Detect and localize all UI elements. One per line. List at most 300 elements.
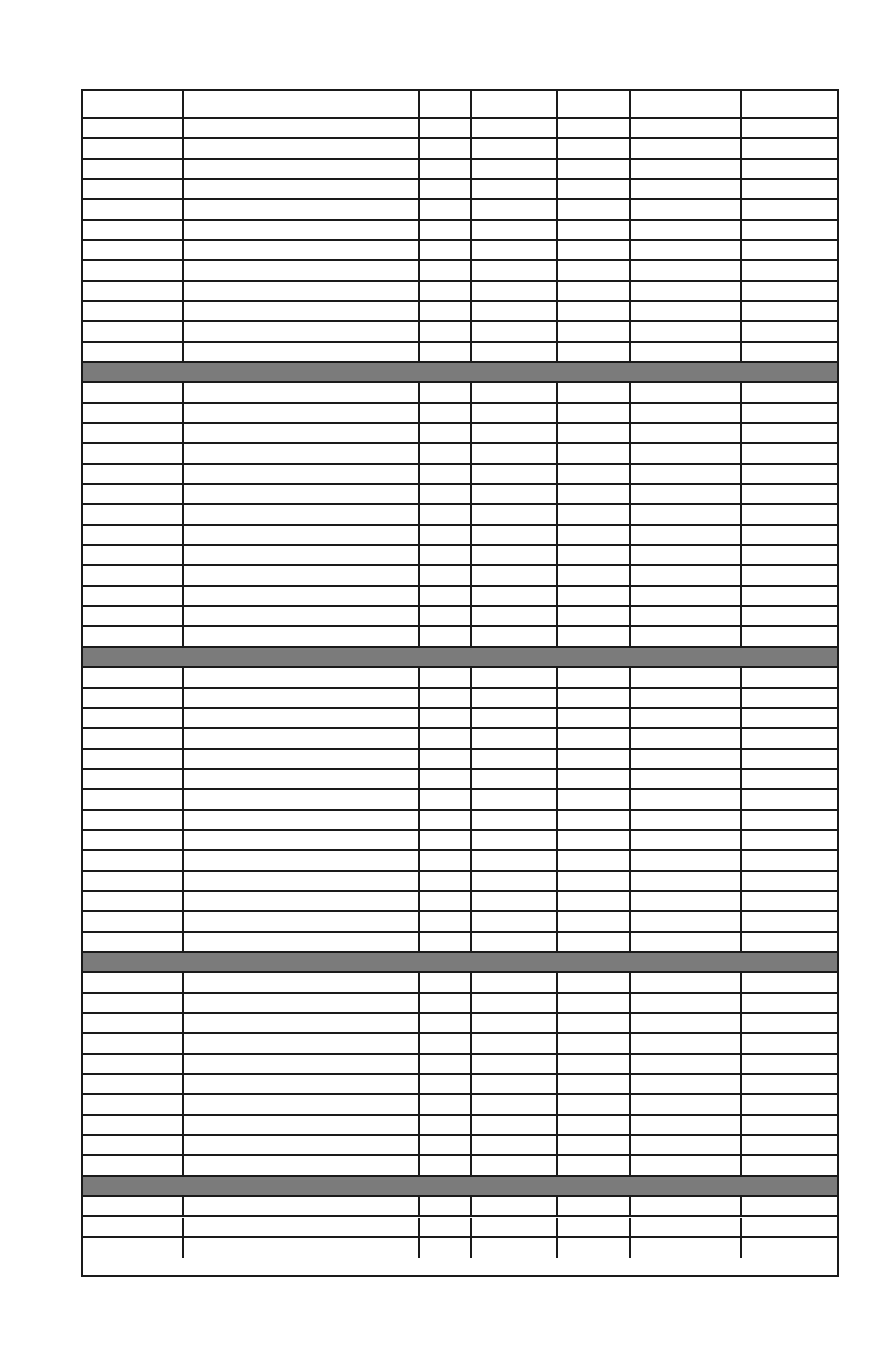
table-cell-7[interactable] xyxy=(742,261,837,279)
table-cell-2[interactable] xyxy=(184,424,420,442)
table-cell-5[interactable] xyxy=(558,1197,631,1215)
table-cell-1[interactable] xyxy=(83,1156,184,1174)
table-cell-3[interactable] xyxy=(420,200,472,218)
table-cell-5[interactable] xyxy=(558,261,631,279)
table-cell-3[interactable] xyxy=(420,851,472,869)
table-cell-7[interactable] xyxy=(742,831,837,849)
table-cell-1[interactable] xyxy=(83,750,184,768)
table-cell-6[interactable] xyxy=(631,465,742,483)
table-cell-1[interactable] xyxy=(83,1136,184,1154)
table-cell-7[interactable] xyxy=(742,485,837,503)
table-cell-6[interactable] xyxy=(631,851,742,869)
table-cell-7[interactable] xyxy=(742,933,837,951)
table-cell-5[interactable] xyxy=(558,811,631,829)
table-cell-3[interactable] xyxy=(420,1238,472,1258)
table-cell-6[interactable] xyxy=(631,566,742,584)
table-cell-4[interactable] xyxy=(472,180,558,198)
table-cell-3[interactable] xyxy=(420,505,472,523)
table-cell-3[interactable] xyxy=(420,1014,472,1032)
table-cell-5[interactable] xyxy=(558,343,631,361)
table-cell-3[interactable] xyxy=(420,1156,472,1174)
table-cell-5[interactable] xyxy=(558,1218,631,1236)
table-cell-5[interactable] xyxy=(558,587,631,605)
table-cell-3[interactable] xyxy=(420,709,472,727)
table-cell-1[interactable] xyxy=(83,546,184,564)
table-cell-2[interactable] xyxy=(184,627,420,645)
table-cell-5[interactable] xyxy=(558,851,631,869)
table-cell-1[interactable] xyxy=(83,526,184,544)
table-cell-1[interactable] xyxy=(83,180,184,198)
table-cell-4[interactable] xyxy=(472,994,558,1012)
table-cell-6[interactable] xyxy=(631,221,742,239)
table-cell-6[interactable] xyxy=(631,180,742,198)
table-cell-5[interactable] xyxy=(558,302,631,320)
table-cell-5[interactable] xyxy=(558,668,631,686)
table-cell-7[interactable] xyxy=(742,770,837,788)
table-cell-3[interactable] xyxy=(420,261,472,279)
table-cell-1[interactable] xyxy=(83,241,184,259)
table-cell-6[interactable] xyxy=(631,689,742,707)
table-cell-4[interactable] xyxy=(472,587,558,605)
table-cell-5[interactable] xyxy=(558,566,631,584)
table-cell-2[interactable] xyxy=(184,851,420,869)
table-cell-5[interactable] xyxy=(558,160,631,178)
table-cell-1[interactable] xyxy=(83,1238,184,1258)
table-cell-7[interactable] xyxy=(742,343,837,361)
table-cell-4[interactable] xyxy=(472,811,558,829)
table-cell-3[interactable] xyxy=(420,526,472,544)
table-cell-4[interactable] xyxy=(472,973,558,991)
table-cell-1[interactable] xyxy=(83,424,184,442)
table-cell-3[interactable] xyxy=(420,302,472,320)
table-cell-1[interactable] xyxy=(83,139,184,157)
table-cell-4[interactable] xyxy=(472,912,558,930)
table-cell-7[interactable] xyxy=(742,851,837,869)
table-cell-5[interactable] xyxy=(558,241,631,259)
table-cell-5[interactable] xyxy=(558,404,631,422)
table-cell-6[interactable] xyxy=(631,750,742,768)
table-cell-1[interactable] xyxy=(83,444,184,462)
table-cell-6[interactable] xyxy=(631,1116,742,1134)
table-cell-2[interactable] xyxy=(184,241,420,259)
table-cell-2[interactable] xyxy=(184,729,420,747)
table-cell-5[interactable] xyxy=(558,607,631,625)
table-cell-4[interactable] xyxy=(472,566,558,584)
table-cell-1[interactable] xyxy=(83,1116,184,1134)
table-cell-3[interactable] xyxy=(420,912,472,930)
table-cell-5[interactable] xyxy=(558,912,631,930)
table-cell-5[interactable] xyxy=(558,973,631,991)
table-cell-6[interactable] xyxy=(631,485,742,503)
table-cell-7[interactable] xyxy=(742,424,837,442)
table-cell-3[interactable] xyxy=(420,729,472,747)
table-cell-3[interactable] xyxy=(420,811,472,829)
table-cell-5[interactable] xyxy=(558,1238,631,1258)
table-cell-2[interactable] xyxy=(184,485,420,503)
table-cell-2[interactable] xyxy=(184,811,420,829)
table-cell-4[interactable] xyxy=(472,261,558,279)
table-cell-7[interactable] xyxy=(742,627,837,645)
table-cell-1[interactable] xyxy=(83,383,184,401)
table-cell-1[interactable] xyxy=(83,668,184,686)
table-cell-1[interactable] xyxy=(83,404,184,422)
table-cell-1[interactable] xyxy=(83,994,184,1012)
table-cell-4[interactable] xyxy=(472,505,558,523)
table-cell-6[interactable] xyxy=(631,1238,742,1258)
table-cell-2[interactable] xyxy=(184,831,420,849)
table-cell-4[interactable] xyxy=(472,1116,558,1134)
table-cell-4[interactable] xyxy=(472,282,558,300)
table-cell-6[interactable] xyxy=(631,1218,742,1236)
table-cell-4[interactable] xyxy=(472,1055,558,1073)
table-cell-7[interactable] xyxy=(742,180,837,198)
table-cell-4[interactable] xyxy=(472,750,558,768)
table-cell-6[interactable] xyxy=(631,790,742,808)
table-cell-2[interactable] xyxy=(184,302,420,320)
table-cell-7[interactable] xyxy=(742,790,837,808)
table-cell-2[interactable] xyxy=(184,912,420,930)
table-cell-2[interactable] xyxy=(184,119,420,137)
table-cell-5[interactable] xyxy=(558,729,631,747)
table-cell-4[interactable] xyxy=(472,383,558,401)
table-cell-3[interactable] xyxy=(420,892,472,910)
table-cell-7[interactable] xyxy=(742,139,837,157)
table-cell-5[interactable] xyxy=(558,1095,631,1113)
table-cell-1[interactable] xyxy=(83,689,184,707)
table-cell-3[interactable] xyxy=(420,566,472,584)
table-cell-1[interactable] xyxy=(83,1218,184,1236)
table-cell-4[interactable] xyxy=(472,933,558,951)
table-cell-5[interactable] xyxy=(558,892,631,910)
table-cell-2[interactable] xyxy=(184,1218,420,1236)
table-cell-7[interactable] xyxy=(742,1136,837,1154)
table-cell-3[interactable] xyxy=(420,1218,472,1236)
table-cell-3[interactable] xyxy=(420,607,472,625)
table-cell-3[interactable] xyxy=(420,546,472,564)
table-cell-7[interactable] xyxy=(742,444,837,462)
table-cell-5[interactable] xyxy=(558,1055,631,1073)
table-cell-1[interactable] xyxy=(83,770,184,788)
table-cell-2[interactable] xyxy=(184,180,420,198)
table-cell-6[interactable] xyxy=(631,1055,742,1073)
table-cell-1[interactable] xyxy=(83,790,184,808)
table-cell-3[interactable] xyxy=(420,119,472,137)
table-cell-6[interactable] xyxy=(631,444,742,462)
table-cell-7[interactable] xyxy=(742,1014,837,1032)
table-cell-3[interactable] xyxy=(420,668,472,686)
table-cell-2[interactable] xyxy=(184,1197,420,1215)
table-cell-5[interactable] xyxy=(558,1156,631,1174)
table-cell-1[interactable] xyxy=(83,261,184,279)
table-cell-1[interactable] xyxy=(83,627,184,645)
table-cell-1[interactable] xyxy=(83,892,184,910)
table-cell-6[interactable] xyxy=(631,607,742,625)
table-cell-1[interactable] xyxy=(83,200,184,218)
table-cell-1[interactable] xyxy=(83,851,184,869)
table-cell-7[interactable] xyxy=(742,750,837,768)
table-cell-6[interactable] xyxy=(631,892,742,910)
table-cell-1[interactable] xyxy=(83,709,184,727)
table-cell-7[interactable] xyxy=(742,302,837,320)
table-cell-7[interactable] xyxy=(742,1197,837,1215)
table-cell-1[interactable] xyxy=(83,607,184,625)
table-cell-7[interactable] xyxy=(742,322,837,340)
table-cell-2[interactable] xyxy=(184,526,420,544)
table-cell-7[interactable] xyxy=(742,994,837,1012)
table-cell-7[interactable] xyxy=(742,1218,837,1236)
table-cell-5[interactable] xyxy=(558,933,631,951)
table-cell-2[interactable] xyxy=(184,200,420,218)
header-cell-6[interactable] xyxy=(631,91,742,117)
table-cell-3[interactable] xyxy=(420,627,472,645)
table-cell-2[interactable] xyxy=(184,1014,420,1032)
table-cell-4[interactable] xyxy=(472,546,558,564)
table-cell-1[interactable] xyxy=(83,1055,184,1073)
table-cell-7[interactable] xyxy=(742,709,837,727)
table-cell-4[interactable] xyxy=(472,444,558,462)
table-cell-4[interactable] xyxy=(472,343,558,361)
table-cell-7[interactable] xyxy=(742,221,837,239)
table-cell-6[interactable] xyxy=(631,1095,742,1113)
table-cell-1[interactable] xyxy=(83,566,184,584)
table-cell-2[interactable] xyxy=(184,1055,420,1073)
table-cell-1[interactable] xyxy=(83,465,184,483)
table-cell-6[interactable] xyxy=(631,160,742,178)
table-cell-2[interactable] xyxy=(184,566,420,584)
table-cell-7[interactable] xyxy=(742,811,837,829)
table-cell-3[interactable] xyxy=(420,587,472,605)
table-cell-7[interactable] xyxy=(742,1238,837,1258)
table-cell-4[interactable] xyxy=(472,729,558,747)
table-cell-5[interactable] xyxy=(558,485,631,503)
table-cell-5[interactable] xyxy=(558,770,631,788)
table-cell-2[interactable] xyxy=(184,383,420,401)
table-cell-3[interactable] xyxy=(420,1055,472,1073)
table-cell-5[interactable] xyxy=(558,119,631,137)
table-cell-1[interactable] xyxy=(83,485,184,503)
table-cell-4[interactable] xyxy=(472,424,558,442)
table-cell-6[interactable] xyxy=(631,872,742,890)
table-cell-3[interactable] xyxy=(420,1136,472,1154)
table-cell-4[interactable] xyxy=(472,119,558,137)
table-cell-3[interactable] xyxy=(420,1034,472,1052)
table-cell-5[interactable] xyxy=(558,872,631,890)
table-cell-4[interactable] xyxy=(472,668,558,686)
table-cell-6[interactable] xyxy=(631,1034,742,1052)
table-cell-7[interactable] xyxy=(742,383,837,401)
table-cell-6[interactable] xyxy=(631,729,742,747)
table-cell-6[interactable] xyxy=(631,302,742,320)
table-cell-6[interactable] xyxy=(631,322,742,340)
table-cell-5[interactable] xyxy=(558,221,631,239)
table-cell-2[interactable] xyxy=(184,404,420,422)
table-cell-1[interactable] xyxy=(83,302,184,320)
table-cell-2[interactable] xyxy=(184,1095,420,1113)
table-cell-5[interactable] xyxy=(558,994,631,1012)
table-cell-2[interactable] xyxy=(184,1075,420,1093)
table-cell-2[interactable] xyxy=(184,973,420,991)
table-cell-7[interactable] xyxy=(742,546,837,564)
table-cell-7[interactable] xyxy=(742,404,837,422)
table-cell-5[interactable] xyxy=(558,1116,631,1134)
table-cell-3[interactable] xyxy=(420,994,472,1012)
header-cell-2[interactable] xyxy=(184,91,420,117)
table-cell-4[interactable] xyxy=(472,1095,558,1113)
table-cell-6[interactable] xyxy=(631,200,742,218)
table-cell-6[interactable] xyxy=(631,973,742,991)
table-cell-2[interactable] xyxy=(184,587,420,605)
table-cell-2[interactable] xyxy=(184,770,420,788)
table-cell-3[interactable] xyxy=(420,872,472,890)
table-cell-4[interactable] xyxy=(472,607,558,625)
table-cell-4[interactable] xyxy=(472,241,558,259)
table-cell-3[interactable] xyxy=(420,221,472,239)
table-cell-1[interactable] xyxy=(83,587,184,605)
table-cell-1[interactable] xyxy=(83,505,184,523)
table-cell-1[interactable] xyxy=(83,811,184,829)
table-cell-7[interactable] xyxy=(742,973,837,991)
table-cell-7[interactable] xyxy=(742,587,837,605)
table-cell-1[interactable] xyxy=(83,933,184,951)
table-cell-5[interactable] xyxy=(558,1034,631,1052)
table-cell-7[interactable] xyxy=(742,1055,837,1073)
table-cell-1[interactable] xyxy=(83,119,184,137)
table-cell-3[interactable] xyxy=(420,485,472,503)
table-cell-5[interactable] xyxy=(558,627,631,645)
table-cell-6[interactable] xyxy=(631,912,742,930)
table-cell-4[interactable] xyxy=(472,465,558,483)
table-cell-3[interactable] xyxy=(420,343,472,361)
table-cell-3[interactable] xyxy=(420,973,472,991)
table-cell-6[interactable] xyxy=(631,139,742,157)
table-cell-2[interactable] xyxy=(184,872,420,890)
table-cell-7[interactable] xyxy=(742,607,837,625)
table-cell-1[interactable] xyxy=(83,221,184,239)
table-cell-2[interactable] xyxy=(184,322,420,340)
table-cell-2[interactable] xyxy=(184,668,420,686)
table-cell-7[interactable] xyxy=(742,1095,837,1113)
table-cell-2[interactable] xyxy=(184,1116,420,1134)
table-cell-4[interactable] xyxy=(472,892,558,910)
table-cell-5[interactable] xyxy=(558,709,631,727)
table-cell-3[interactable] xyxy=(420,404,472,422)
table-cell-5[interactable] xyxy=(558,200,631,218)
table-cell-4[interactable] xyxy=(472,790,558,808)
table-cell-3[interactable] xyxy=(420,282,472,300)
table-cell-5[interactable] xyxy=(558,689,631,707)
table-cell-7[interactable] xyxy=(742,892,837,910)
table-cell-4[interactable] xyxy=(472,1075,558,1093)
table-cell-3[interactable] xyxy=(420,1095,472,1113)
table-cell-6[interactable] xyxy=(631,587,742,605)
table-cell-4[interactable] xyxy=(472,322,558,340)
table-cell-1[interactable] xyxy=(83,912,184,930)
table-cell-6[interactable] xyxy=(631,261,742,279)
table-cell-2[interactable] xyxy=(184,546,420,564)
table-cell-6[interactable] xyxy=(631,709,742,727)
table-cell-6[interactable] xyxy=(631,994,742,1012)
table-cell-5[interactable] xyxy=(558,139,631,157)
table-cell-6[interactable] xyxy=(631,831,742,849)
table-cell-4[interactable] xyxy=(472,627,558,645)
table-cell-1[interactable] xyxy=(83,1034,184,1052)
table-cell-4[interactable] xyxy=(472,526,558,544)
table-cell-3[interactable] xyxy=(420,831,472,849)
table-cell-2[interactable] xyxy=(184,750,420,768)
table-cell-2[interactable] xyxy=(184,221,420,239)
table-cell-3[interactable] xyxy=(420,383,472,401)
table-cell-1[interactable] xyxy=(83,1075,184,1093)
table-cell-4[interactable] xyxy=(472,404,558,422)
table-cell-3[interactable] xyxy=(420,1197,472,1215)
table-cell-2[interactable] xyxy=(184,709,420,727)
table-cell-3[interactable] xyxy=(420,689,472,707)
table-cell-4[interactable] xyxy=(472,1197,558,1215)
table-cell-5[interactable] xyxy=(558,465,631,483)
table-cell-4[interactable] xyxy=(472,851,558,869)
table-cell-1[interactable] xyxy=(83,831,184,849)
table-cell-1[interactable] xyxy=(83,343,184,361)
table-cell-2[interactable] xyxy=(184,1156,420,1174)
table-cell-1[interactable] xyxy=(83,282,184,300)
table-cell-6[interactable] xyxy=(631,1197,742,1215)
table-cell-6[interactable] xyxy=(631,505,742,523)
table-cell-6[interactable] xyxy=(631,627,742,645)
table-cell-1[interactable] xyxy=(83,160,184,178)
table-cell-1[interactable] xyxy=(83,1014,184,1032)
table-cell-2[interactable] xyxy=(184,933,420,951)
table-cell-7[interactable] xyxy=(742,526,837,544)
table-cell-1[interactable] xyxy=(83,729,184,747)
table-cell-2[interactable] xyxy=(184,689,420,707)
table-cell-2[interactable] xyxy=(184,1136,420,1154)
table-cell-7[interactable] xyxy=(742,160,837,178)
table-cell-4[interactable] xyxy=(472,160,558,178)
table-cell-2[interactable] xyxy=(184,282,420,300)
table-cell-6[interactable] xyxy=(631,404,742,422)
table-cell-1[interactable] xyxy=(83,973,184,991)
table-cell-6[interactable] xyxy=(631,1136,742,1154)
table-cell-5[interactable] xyxy=(558,282,631,300)
table-cell-4[interactable] xyxy=(472,1136,558,1154)
table-cell-3[interactable] xyxy=(420,160,472,178)
table-cell-6[interactable] xyxy=(631,424,742,442)
table-cell-4[interactable] xyxy=(472,709,558,727)
table-cell-3[interactable] xyxy=(420,770,472,788)
header-cell-3[interactable] xyxy=(420,91,472,117)
table-cell-4[interactable] xyxy=(472,1218,558,1236)
table-cell-2[interactable] xyxy=(184,505,420,523)
table-cell-4[interactable] xyxy=(472,872,558,890)
table-cell-2[interactable] xyxy=(184,343,420,361)
table-cell-2[interactable] xyxy=(184,139,420,157)
table-cell-5[interactable] xyxy=(558,526,631,544)
table-cell-2[interactable] xyxy=(184,465,420,483)
table-cell-4[interactable] xyxy=(472,200,558,218)
table-cell-6[interactable] xyxy=(631,770,742,788)
table-cell-6[interactable] xyxy=(631,241,742,259)
table-cell-3[interactable] xyxy=(420,750,472,768)
table-cell-6[interactable] xyxy=(631,668,742,686)
table-cell-4[interactable] xyxy=(472,1156,558,1174)
table-cell-2[interactable] xyxy=(184,1034,420,1052)
table-cell-7[interactable] xyxy=(742,200,837,218)
header-cell-1[interactable] xyxy=(83,91,184,117)
table-cell-2[interactable] xyxy=(184,444,420,462)
table-cell-4[interactable] xyxy=(472,139,558,157)
table-cell-4[interactable] xyxy=(472,1014,558,1032)
table-cell-5[interactable] xyxy=(558,1014,631,1032)
